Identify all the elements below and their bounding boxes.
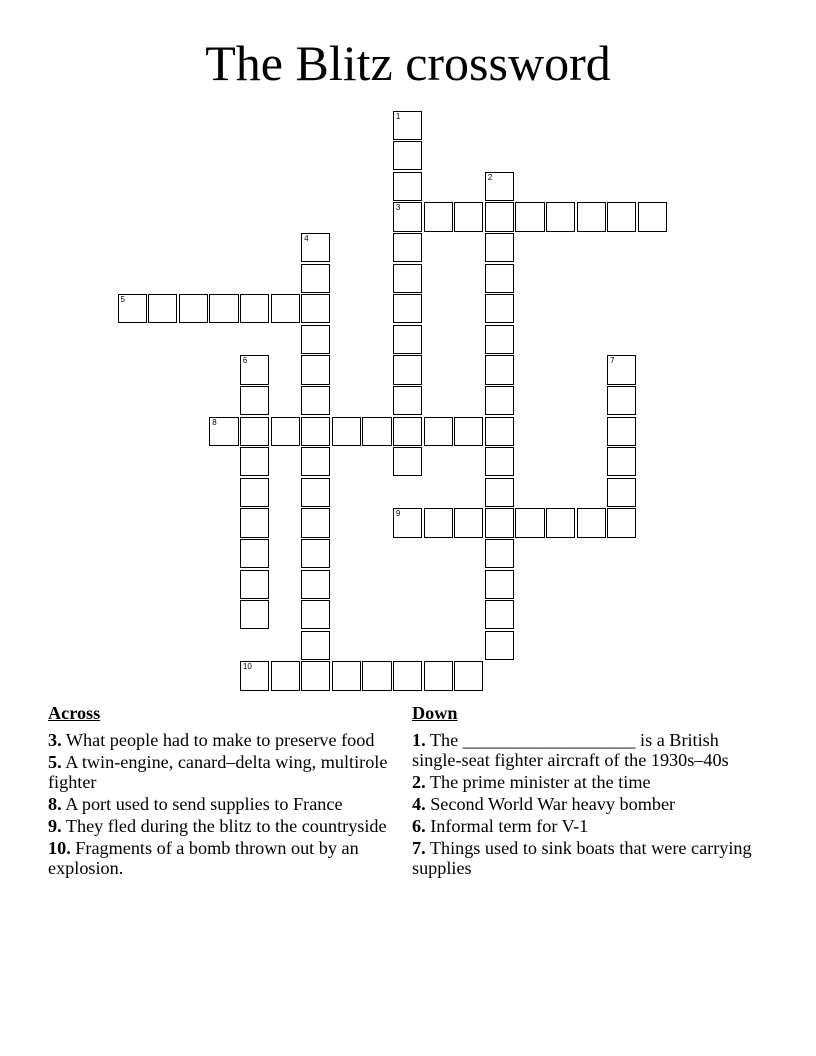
clue-across (48, 838, 393, 878)
grid-cell[interactable] (240, 661, 269, 690)
clue-down (412, 794, 762, 814)
clue-text: The prime minister at the time (429, 772, 651, 792)
clue-across (48, 730, 393, 750)
grid-cell[interactable] (454, 661, 483, 690)
grid-cell[interactable] (485, 600, 514, 629)
grid-cell[interactable] (485, 478, 514, 507)
grid-cell[interactable] (393, 172, 422, 201)
clue-text: Second World War heavy bomber (430, 794, 676, 814)
grid-cell[interactable] (424, 508, 453, 537)
grid-cell[interactable] (393, 417, 422, 446)
grid-cell[interactable] (607, 478, 636, 507)
clue-number-label: 3 (395, 203, 401, 213)
clue-number-label: 10 (242, 662, 252, 672)
grid-cell[interactable] (301, 508, 330, 537)
grid-cell[interactable] (393, 264, 422, 293)
down-clues (412, 702, 762, 880)
page-title: The Blitz crossword (205, 35, 611, 91)
clue-number: 5. (48, 752, 62, 772)
grid-cell[interactable] (638, 202, 667, 231)
grid-cell[interactable] (454, 508, 483, 537)
clue-number-label: 4 (304, 233, 309, 243)
clue-number-label: 7 (610, 356, 615, 366)
grid-cell[interactable] (301, 661, 330, 690)
grid-cell[interactable] (301, 264, 330, 293)
grid-cell[interactable] (485, 631, 514, 660)
grid-cell[interactable] (485, 233, 514, 262)
grid-cell[interactable] (485, 264, 514, 293)
clue-number-label: 5 (120, 295, 125, 305)
grid-cell[interactable] (424, 661, 453, 690)
clue-down (412, 772, 762, 792)
grid-cell[interactable] (454, 417, 483, 446)
clue-number: 3. (48, 730, 62, 750)
grid-cell[interactable] (485, 355, 514, 384)
grid-cell[interactable] (393, 386, 422, 415)
grid-cell[interactable] (362, 417, 391, 446)
clue-number-label: 1 (395, 111, 401, 121)
grid-cell[interactable] (271, 417, 300, 446)
clue-down (412, 838, 762, 878)
grid-cell[interactable] (454, 202, 483, 231)
grid-cell[interactable] (393, 202, 422, 231)
grid-cell[interactable] (485, 386, 514, 415)
grid-cell[interactable] (607, 447, 636, 476)
grid-cell[interactable] (240, 539, 269, 568)
grid-cell[interactable] (393, 355, 422, 384)
clue-across (48, 816, 393, 836)
grid-cell[interactable] (607, 417, 636, 446)
clue-number-label: 6 (242, 356, 248, 366)
grid-cell[interactable] (393, 233, 422, 262)
grid-cell[interactable] (240, 386, 269, 415)
grid-cell[interactable] (209, 294, 238, 323)
clue-number: 8. (48, 794, 62, 814)
grid-cell[interactable] (485, 417, 514, 446)
grid-cell[interactable] (301, 386, 330, 415)
grid-cell[interactable] (515, 508, 544, 537)
clue-text: What people had to make to preserve food (65, 730, 375, 750)
clue-down (412, 730, 762, 770)
clue-text: Informal term for V-1 (430, 816, 589, 836)
clue-text: Things used to sink boats that were carrying supplies (412, 838, 752, 878)
grid-cell[interactable] (301, 478, 330, 507)
grid-cell[interactable] (148, 294, 177, 323)
clue-number: 2. (412, 772, 426, 792)
grid-cell[interactable] (607, 508, 636, 537)
grid-cell[interactable] (546, 508, 575, 537)
grid-cell[interactable] (301, 294, 330, 323)
clue-number: 7. (412, 838, 426, 858)
grid-cell[interactable] (240, 417, 269, 446)
clue-text: A port used to send supplies to France (65, 794, 343, 814)
grid-cell[interactable] (485, 325, 514, 354)
across-clues (48, 702, 393, 880)
grid-cell[interactable] (332, 417, 361, 446)
clue-text: Fragments of a bomb thrown out by an explosion. (48, 838, 359, 878)
grid-cell[interactable] (240, 478, 269, 507)
grid-cell[interactable] (607, 386, 636, 415)
clue-number: 4. (412, 794, 426, 814)
grid-cell[interactable] (485, 172, 514, 201)
clue-text: The ___________________ is a British single-seat fighter aircraft of the 1930s–40s (412, 730, 729, 770)
grid-cell[interactable] (485, 294, 514, 323)
grid-cell[interactable] (546, 202, 575, 231)
grid-cell[interactable] (393, 294, 422, 323)
grid-cell[interactable] (393, 447, 422, 476)
grid-cell[interactable] (607, 355, 636, 384)
grid-cell[interactable] (393, 325, 422, 354)
grid-cell[interactable] (240, 570, 269, 599)
grid-cell[interactable] (515, 202, 544, 231)
clue-across (48, 794, 393, 814)
clue-number-label: 8 (212, 417, 217, 427)
grid-cell[interactable] (607, 202, 636, 231)
grid-cell[interactable] (577, 508, 606, 537)
grid-cell[interactable] (301, 417, 330, 446)
grid-cell[interactable] (240, 355, 269, 384)
grid-cell[interactable] (301, 325, 330, 354)
grid-cell[interactable] (362, 661, 391, 690)
grid-cell[interactable] (301, 355, 330, 384)
clue-text: They fled during the blitz to the countryside (65, 816, 387, 836)
grid-cell[interactable] (179, 294, 208, 323)
grid-cell[interactable] (485, 539, 514, 568)
clue-text: A twin-engine, canard–delta wing, multirole fighter (48, 752, 388, 792)
down-heading: Down (412, 703, 458, 723)
grid-cell[interactable] (209, 417, 238, 446)
clue-number: 6. (412, 816, 426, 836)
grid-cell[interactable] (271, 661, 300, 690)
grid-cell[interactable] (240, 508, 269, 537)
clue-number-label: 2 (487, 172, 493, 182)
grid-cell[interactable] (485, 202, 514, 231)
grid-cell[interactable] (301, 570, 330, 599)
grid-cell[interactable] (485, 508, 514, 537)
grid-cell[interactable] (301, 447, 330, 476)
clue-number: 1. (412, 730, 426, 750)
clue-down (412, 816, 762, 836)
clue-number: 9. (48, 816, 62, 836)
grid-cell[interactable] (424, 417, 453, 446)
grid-cell[interactable] (577, 202, 606, 231)
grid-cell[interactable] (424, 202, 453, 231)
clue-number-label: 9 (395, 509, 401, 519)
grid-cell[interactable] (240, 600, 269, 629)
grid-cell[interactable] (301, 631, 330, 660)
grid-cell[interactable] (485, 447, 514, 476)
grid-cell[interactable] (332, 661, 361, 690)
grid-cell[interactable] (393, 141, 422, 170)
grid-cell[interactable] (485, 570, 514, 599)
across-heading: Across (48, 703, 101, 723)
grid-cell[interactable] (301, 539, 330, 568)
clue-number: 10. (48, 838, 71, 858)
grid-cell[interactable] (301, 600, 330, 629)
grid-cell[interactable] (393, 661, 422, 690)
grid-cell[interactable] (240, 294, 269, 323)
grid-cell[interactable] (271, 294, 300, 323)
grid-cell[interactable] (118, 294, 147, 323)
grid-cell[interactable] (393, 508, 422, 537)
grid-cell[interactable] (393, 111, 422, 140)
grid-cell[interactable] (301, 233, 330, 262)
clue-across (48, 752, 393, 792)
grid-cell[interactable] (240, 447, 269, 476)
